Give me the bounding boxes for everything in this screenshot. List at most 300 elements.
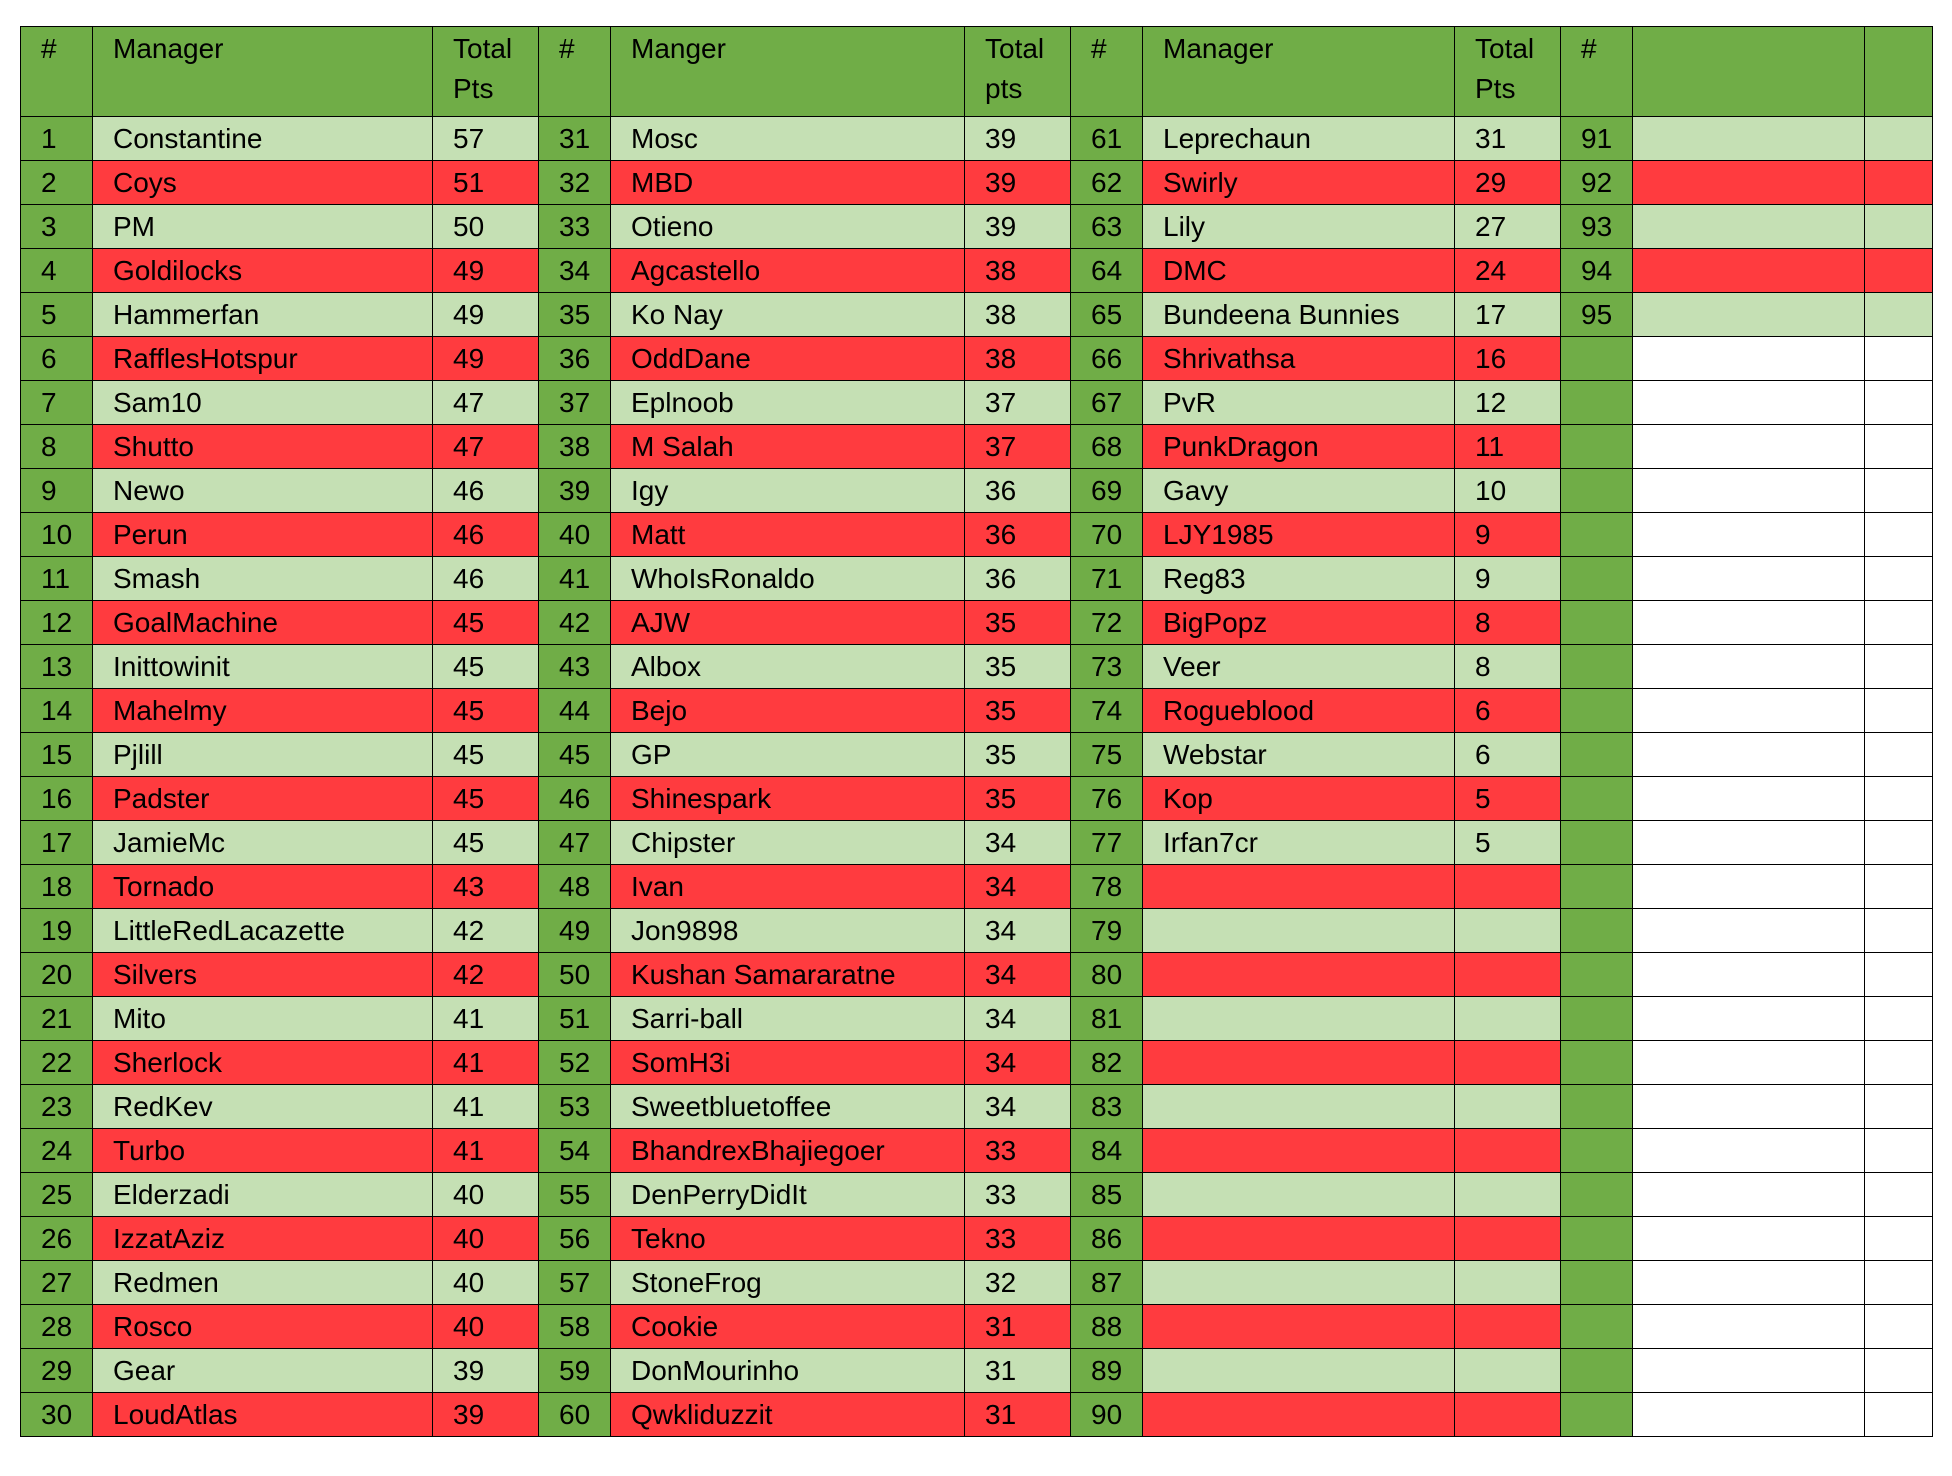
blank-2-cell — [1865, 425, 1933, 469]
rank-1-cell: 27 — [21, 1261, 93, 1305]
blank-2-cell — [1865, 909, 1933, 953]
manager-1-cell: Coys — [93, 161, 433, 205]
rank-2-cell: 38 — [539, 425, 611, 469]
manager-1-cell: Tornado — [93, 865, 433, 909]
manager-2-cell: MBD — [611, 161, 965, 205]
manager-3-cell: Webstar — [1143, 733, 1455, 777]
manager-3-cell: Veer — [1143, 645, 1455, 689]
manager-3-cell: Swirly — [1143, 161, 1455, 205]
rank-1-cell: 7 — [21, 381, 93, 425]
points-3-cell — [1455, 1129, 1561, 1173]
points-1-cell: 40 — [433, 1305, 539, 1349]
blank-2-cell — [1865, 1261, 1933, 1305]
blank-1-cell — [1633, 1393, 1865, 1437]
table-row — [21, 1129, 1933, 1173]
rank-4-cell — [1561, 425, 1633, 469]
table-row — [21, 1349, 1933, 1393]
manager-1-cell: Mahelmy — [93, 689, 433, 733]
blank-2-cell — [1865, 1129, 1933, 1173]
rank-1-cell: 1 — [21, 117, 93, 161]
rank-1-cell: 11 — [21, 557, 93, 601]
table-row — [21, 1085, 1933, 1129]
table-row — [21, 249, 1933, 293]
manager-1-cell: Constantine — [93, 117, 433, 161]
points-3-cell — [1455, 1085, 1561, 1129]
points-1-cell: 45 — [433, 777, 539, 821]
rank-4-cell — [1561, 821, 1633, 865]
blank-2-cell — [1865, 1305, 1933, 1349]
manager-1-cell: Sherlock — [93, 1041, 433, 1085]
rank-4-cell — [1561, 337, 1633, 381]
table-row — [21, 601, 1933, 645]
points-2-cell: 32 — [965, 1261, 1071, 1305]
blank-2-cell — [1865, 161, 1933, 205]
rank-1-cell: 25 — [21, 1173, 93, 1217]
blank-1-cell — [1633, 689, 1865, 733]
blank-2-cell — [1865, 1393, 1933, 1437]
rank-1-cell: 10 — [21, 513, 93, 557]
manager-2-cell: OddDane — [611, 337, 965, 381]
points-1-cell: 40 — [433, 1261, 539, 1305]
manager-1-cell: Gear — [93, 1349, 433, 1393]
blank-1-cell — [1633, 1085, 1865, 1129]
rank-4-cell — [1561, 953, 1633, 997]
manager-2-cell: Jon9898 — [611, 909, 965, 953]
points-2-cell: 36 — [965, 513, 1071, 557]
manager-2-cell: Matt — [611, 513, 965, 557]
rank-4-cell — [1561, 469, 1633, 513]
manager-2-cell: Shinespark — [611, 777, 965, 821]
points-2-cell: 36 — [965, 557, 1071, 601]
table-row — [21, 997, 1933, 1041]
manager-2-cell: GP — [611, 733, 965, 777]
manager-1-cell: Silvers — [93, 953, 433, 997]
table-row — [21, 1217, 1933, 1261]
manager-1-cell: Elderzadi — [93, 1173, 433, 1217]
manager-3-cell: Shrivathsa — [1143, 337, 1455, 381]
rank-3-cell: 76 — [1071, 777, 1143, 821]
points-2-cell: 34 — [965, 1041, 1071, 1085]
blank-2-cell — [1865, 249, 1933, 293]
blank-2-cell — [1865, 337, 1933, 381]
manager-3-cell: Irfan7cr — [1143, 821, 1455, 865]
manager-1-cell: RafflesHotspur — [93, 337, 433, 381]
col-points-1-header: Total Pts — [433, 27, 539, 117]
blank-2-cell — [1865, 293, 1933, 337]
blank-1-cell — [1633, 469, 1865, 513]
rank-2-cell: 46 — [539, 777, 611, 821]
points-3-cell: 10 — [1455, 469, 1561, 513]
points-1-cell: 47 — [433, 381, 539, 425]
blank-2-cell — [1865, 557, 1933, 601]
points-3-cell — [1455, 1041, 1561, 1085]
rank-3-cell: 90 — [1071, 1393, 1143, 1437]
points-3-cell — [1455, 1261, 1561, 1305]
rank-1-cell: 18 — [21, 865, 93, 909]
points-3-cell — [1455, 1217, 1561, 1261]
points-3-cell — [1455, 1173, 1561, 1217]
col-blank-2-header — [1865, 27, 1933, 117]
manager-3-cell: Rogueblood — [1143, 689, 1455, 733]
manager-3-cell: LJY1985 — [1143, 513, 1455, 557]
manager-1-cell: Pjlill — [93, 733, 433, 777]
manager-2-cell: DenPerryDidIt — [611, 1173, 965, 1217]
points-1-cell: 42 — [433, 909, 539, 953]
rank-1-cell: 21 — [21, 997, 93, 1041]
blank-1-cell — [1633, 117, 1865, 161]
points-2-cell: 35 — [965, 777, 1071, 821]
manager-1-cell: PM — [93, 205, 433, 249]
manager-2-cell: WhoIsRonaldo — [611, 557, 965, 601]
rank-4-cell: 92 — [1561, 161, 1633, 205]
points-1-cell: 47 — [433, 425, 539, 469]
blank-1-cell — [1633, 733, 1865, 777]
table-row — [21, 1261, 1933, 1305]
manager-2-cell: M Salah — [611, 425, 965, 469]
table-row — [21, 1393, 1933, 1437]
blank-2-cell — [1865, 865, 1933, 909]
rank-3-cell: 84 — [1071, 1129, 1143, 1173]
manager-2-cell: AJW — [611, 601, 965, 645]
manager-2-cell: SomH3i — [611, 1041, 965, 1085]
table-row — [21, 733, 1933, 777]
points-2-cell: 38 — [965, 293, 1071, 337]
rank-2-cell: 35 — [539, 293, 611, 337]
blank-2-cell — [1865, 953, 1933, 997]
table-row — [21, 557, 1933, 601]
table-row — [21, 777, 1933, 821]
rank-4-cell — [1561, 513, 1633, 557]
rank-4-cell — [1561, 865, 1633, 909]
points-1-cell: 41 — [433, 1085, 539, 1129]
points-3-cell — [1455, 1305, 1561, 1349]
manager-3-cell: Kop — [1143, 777, 1455, 821]
points-2-cell: 37 — [965, 425, 1071, 469]
table-row — [21, 337, 1933, 381]
manager-3-cell — [1143, 1085, 1455, 1129]
rank-3-cell: 83 — [1071, 1085, 1143, 1129]
blank-2-cell — [1865, 381, 1933, 425]
points-2-cell: 34 — [965, 909, 1071, 953]
points-1-cell: 40 — [433, 1217, 539, 1261]
rank-3-cell: 80 — [1071, 953, 1143, 997]
rank-1-cell: 22 — [21, 1041, 93, 1085]
points-1-cell: 49 — [433, 337, 539, 381]
rank-2-cell: 32 — [539, 161, 611, 205]
header-row — [21, 27, 1933, 117]
blank-2-cell — [1865, 645, 1933, 689]
points-3-cell — [1455, 909, 1561, 953]
manager-3-cell — [1143, 953, 1455, 997]
table-row — [21, 865, 1933, 909]
rank-3-cell: 66 — [1071, 337, 1143, 381]
table-row — [21, 689, 1933, 733]
col-manager-1-header: Manager — [93, 27, 433, 117]
rank-2-cell: 60 — [539, 1393, 611, 1437]
rank-4-cell — [1561, 1217, 1633, 1261]
rank-3-cell: 79 — [1071, 909, 1143, 953]
blank-1-cell — [1633, 1173, 1865, 1217]
manager-2-cell: Kushan Samararatne — [611, 953, 965, 997]
col-rank-4-header: # — [1561, 27, 1633, 117]
blank-2-cell — [1865, 777, 1933, 821]
rank-1-cell: 23 — [21, 1085, 93, 1129]
blank-1-cell — [1633, 381, 1865, 425]
blank-1-cell — [1633, 337, 1865, 381]
blank-1-cell — [1633, 513, 1865, 557]
manager-1-cell: JamieMc — [93, 821, 433, 865]
rank-3-cell: 77 — [1071, 821, 1143, 865]
table-row — [21, 1305, 1933, 1349]
table-row — [21, 513, 1933, 557]
manager-1-cell: Mito — [93, 997, 433, 1041]
rank-2-cell: 57 — [539, 1261, 611, 1305]
manager-3-cell: Reg83 — [1143, 557, 1455, 601]
blank-1-cell — [1633, 1261, 1865, 1305]
points-3-cell: 12 — [1455, 381, 1561, 425]
manager-2-cell: Mosc — [611, 117, 965, 161]
manager-1-cell: Hammerfan — [93, 293, 433, 337]
col-rank-1-header: # — [21, 27, 93, 117]
manager-2-cell: BhandrexBhajiegoer — [611, 1129, 965, 1173]
blank-1-cell — [1633, 953, 1865, 997]
rank-4-cell — [1561, 1261, 1633, 1305]
points-2-cell: 35 — [965, 689, 1071, 733]
rank-4-cell — [1561, 1173, 1633, 1217]
points-1-cell: 46 — [433, 469, 539, 513]
blank-2-cell — [1865, 821, 1933, 865]
rank-3-cell: 63 — [1071, 205, 1143, 249]
rank-1-cell: 8 — [21, 425, 93, 469]
points-3-cell: 9 — [1455, 513, 1561, 557]
table-row — [21, 293, 1933, 337]
points-2-cell: 31 — [965, 1393, 1071, 1437]
rank-2-cell: 58 — [539, 1305, 611, 1349]
rank-2-cell: 31 — [539, 117, 611, 161]
manager-3-cell: Lily — [1143, 205, 1455, 249]
rank-4-cell — [1561, 689, 1633, 733]
manager-2-cell: Eplnoob — [611, 381, 965, 425]
points-2-cell: 34 — [965, 997, 1071, 1041]
manager-1-cell: Turbo — [93, 1129, 433, 1173]
points-2-cell: 39 — [965, 161, 1071, 205]
rank-1-cell: 5 — [21, 293, 93, 337]
points-3-cell: 8 — [1455, 645, 1561, 689]
rank-1-cell: 26 — [21, 1217, 93, 1261]
points-1-cell: 51 — [433, 161, 539, 205]
rank-3-cell: 78 — [1071, 865, 1143, 909]
rank-4-cell — [1561, 1393, 1633, 1437]
manager-2-cell: Sweetbluetoffee — [611, 1085, 965, 1129]
points-2-cell: 33 — [965, 1173, 1071, 1217]
rank-2-cell: 56 — [539, 1217, 611, 1261]
rank-3-cell: 81 — [1071, 997, 1143, 1041]
manager-1-cell: Goldilocks — [93, 249, 433, 293]
rank-3-cell: 67 — [1071, 381, 1143, 425]
rank-4-cell — [1561, 997, 1633, 1041]
rank-3-cell: 62 — [1071, 161, 1143, 205]
rank-4-cell — [1561, 381, 1633, 425]
points-1-cell: 45 — [433, 601, 539, 645]
manager-3-cell: Leprechaun — [1143, 117, 1455, 161]
rank-4-cell — [1561, 1305, 1633, 1349]
manager-1-cell: GoalMachine — [93, 601, 433, 645]
rank-2-cell: 34 — [539, 249, 611, 293]
col-manager-3-header: Manager — [1143, 27, 1455, 117]
rank-3-cell: 74 — [1071, 689, 1143, 733]
manager-3-cell — [1143, 909, 1455, 953]
rank-1-cell: 9 — [21, 469, 93, 513]
rank-3-cell: 86 — [1071, 1217, 1143, 1261]
points-3-cell: 6 — [1455, 689, 1561, 733]
table-row — [21, 1041, 1933, 1085]
points-2-cell: 37 — [965, 381, 1071, 425]
manager-3-cell: DMC — [1143, 249, 1455, 293]
rank-4-cell — [1561, 733, 1633, 777]
blank-1-cell — [1633, 249, 1865, 293]
points-3-cell: 8 — [1455, 601, 1561, 645]
rank-1-cell: 12 — [21, 601, 93, 645]
manager-3-cell — [1143, 1041, 1455, 1085]
rank-2-cell: 36 — [539, 337, 611, 381]
blank-1-cell — [1633, 821, 1865, 865]
blank-2-cell — [1865, 733, 1933, 777]
points-1-cell: 45 — [433, 645, 539, 689]
points-2-cell: 38 — [965, 249, 1071, 293]
rank-2-cell: 43 — [539, 645, 611, 689]
points-3-cell — [1455, 1349, 1561, 1393]
rank-2-cell: 37 — [539, 381, 611, 425]
rank-4-cell — [1561, 1041, 1633, 1085]
points-3-cell: 11 — [1455, 425, 1561, 469]
rank-3-cell: 89 — [1071, 1349, 1143, 1393]
points-1-cell: 45 — [433, 733, 539, 777]
points-1-cell: 41 — [433, 997, 539, 1041]
manager-1-cell: Smash — [93, 557, 433, 601]
points-3-cell: 5 — [1455, 777, 1561, 821]
points-3-cell: 17 — [1455, 293, 1561, 337]
rank-1-cell: 13 — [21, 645, 93, 689]
manager-3-cell — [1143, 1217, 1455, 1261]
manager-1-cell: Sam10 — [93, 381, 433, 425]
manager-3-cell: PunkDragon — [1143, 425, 1455, 469]
blank-1-cell — [1633, 865, 1865, 909]
col-blank-1-header — [1633, 27, 1865, 117]
blank-2-cell — [1865, 1349, 1933, 1393]
rank-3-cell: 87 — [1071, 1261, 1143, 1305]
blank-2-cell — [1865, 689, 1933, 733]
points-3-cell — [1455, 1393, 1561, 1437]
points-2-cell: 39 — [965, 117, 1071, 161]
rank-2-cell: 40 — [539, 513, 611, 557]
col-points-3-header: Total Pts — [1455, 27, 1561, 117]
table-row — [21, 381, 1933, 425]
points-3-cell: 27 — [1455, 205, 1561, 249]
rank-3-cell: 82 — [1071, 1041, 1143, 1085]
points-1-cell: 40 — [433, 1173, 539, 1217]
manager-1-cell: Shutto — [93, 425, 433, 469]
table-row — [21, 205, 1933, 249]
rank-4-cell — [1561, 601, 1633, 645]
rank-3-cell: 75 — [1071, 733, 1143, 777]
rank-4-cell: 91 — [1561, 117, 1633, 161]
manager-2-cell: Ivan — [611, 865, 965, 909]
points-3-cell — [1455, 865, 1561, 909]
table-row — [21, 117, 1933, 161]
rank-3-cell: 72 — [1071, 601, 1143, 645]
points-3-cell: 5 — [1455, 821, 1561, 865]
standings-table — [20, 26, 1933, 1437]
points-2-cell: 35 — [965, 645, 1071, 689]
manager-3-cell: PvR — [1143, 381, 1455, 425]
blank-1-cell — [1633, 1217, 1865, 1261]
manager-2-cell: Tekno — [611, 1217, 965, 1261]
manager-2-cell: Igy — [611, 469, 965, 513]
blank-1-cell — [1633, 205, 1865, 249]
blank-2-cell — [1865, 997, 1933, 1041]
rank-3-cell: 70 — [1071, 513, 1143, 557]
manager-3-cell — [1143, 1393, 1455, 1437]
rank-3-cell: 65 — [1071, 293, 1143, 337]
blank-1-cell — [1633, 601, 1865, 645]
rank-1-cell: 24 — [21, 1129, 93, 1173]
rank-1-cell: 16 — [21, 777, 93, 821]
points-2-cell: 34 — [965, 821, 1071, 865]
blank-2-cell — [1865, 1173, 1933, 1217]
points-3-cell: 24 — [1455, 249, 1561, 293]
table-row — [21, 425, 1933, 469]
manager-3-cell: Gavy — [1143, 469, 1455, 513]
points-2-cell: 34 — [965, 953, 1071, 997]
rank-1-cell: 20 — [21, 953, 93, 997]
manager-1-cell: Newo — [93, 469, 433, 513]
manager-1-cell: LoudAtlas — [93, 1393, 433, 1437]
rank-4-cell — [1561, 909, 1633, 953]
points-1-cell: 46 — [433, 513, 539, 557]
points-1-cell: 45 — [433, 689, 539, 733]
manager-1-cell: Padster — [93, 777, 433, 821]
points-1-cell: 49 — [433, 293, 539, 337]
points-3-cell: 29 — [1455, 161, 1561, 205]
manager-2-cell: Agcastello — [611, 249, 965, 293]
manager-2-cell: Qwkliduzzit — [611, 1393, 965, 1437]
points-3-cell: 6 — [1455, 733, 1561, 777]
blank-1-cell — [1633, 777, 1865, 821]
points-2-cell: 39 — [965, 205, 1071, 249]
rank-1-cell: 19 — [21, 909, 93, 953]
points-3-cell — [1455, 953, 1561, 997]
blank-1-cell — [1633, 1041, 1865, 1085]
points-3-cell: 16 — [1455, 337, 1561, 381]
points-1-cell: 46 — [433, 557, 539, 601]
blank-2-cell — [1865, 1217, 1933, 1261]
table-row — [21, 645, 1933, 689]
manager-1-cell: LittleRedLacazette — [93, 909, 433, 953]
rank-1-cell: 29 — [21, 1349, 93, 1393]
rank-3-cell: 88 — [1071, 1305, 1143, 1349]
manager-3-cell — [1143, 1129, 1455, 1173]
points-2-cell: 33 — [965, 1217, 1071, 1261]
manager-1-cell: Inittowinit — [93, 645, 433, 689]
manager-3-cell — [1143, 1261, 1455, 1305]
rank-2-cell: 59 — [539, 1349, 611, 1393]
rank-1-cell: 15 — [21, 733, 93, 777]
table-row — [21, 821, 1933, 865]
manager-1-cell: RedKev — [93, 1085, 433, 1129]
rank-2-cell: 51 — [539, 997, 611, 1041]
manager-1-cell: Perun — [93, 513, 433, 557]
manager-3-cell — [1143, 1305, 1455, 1349]
